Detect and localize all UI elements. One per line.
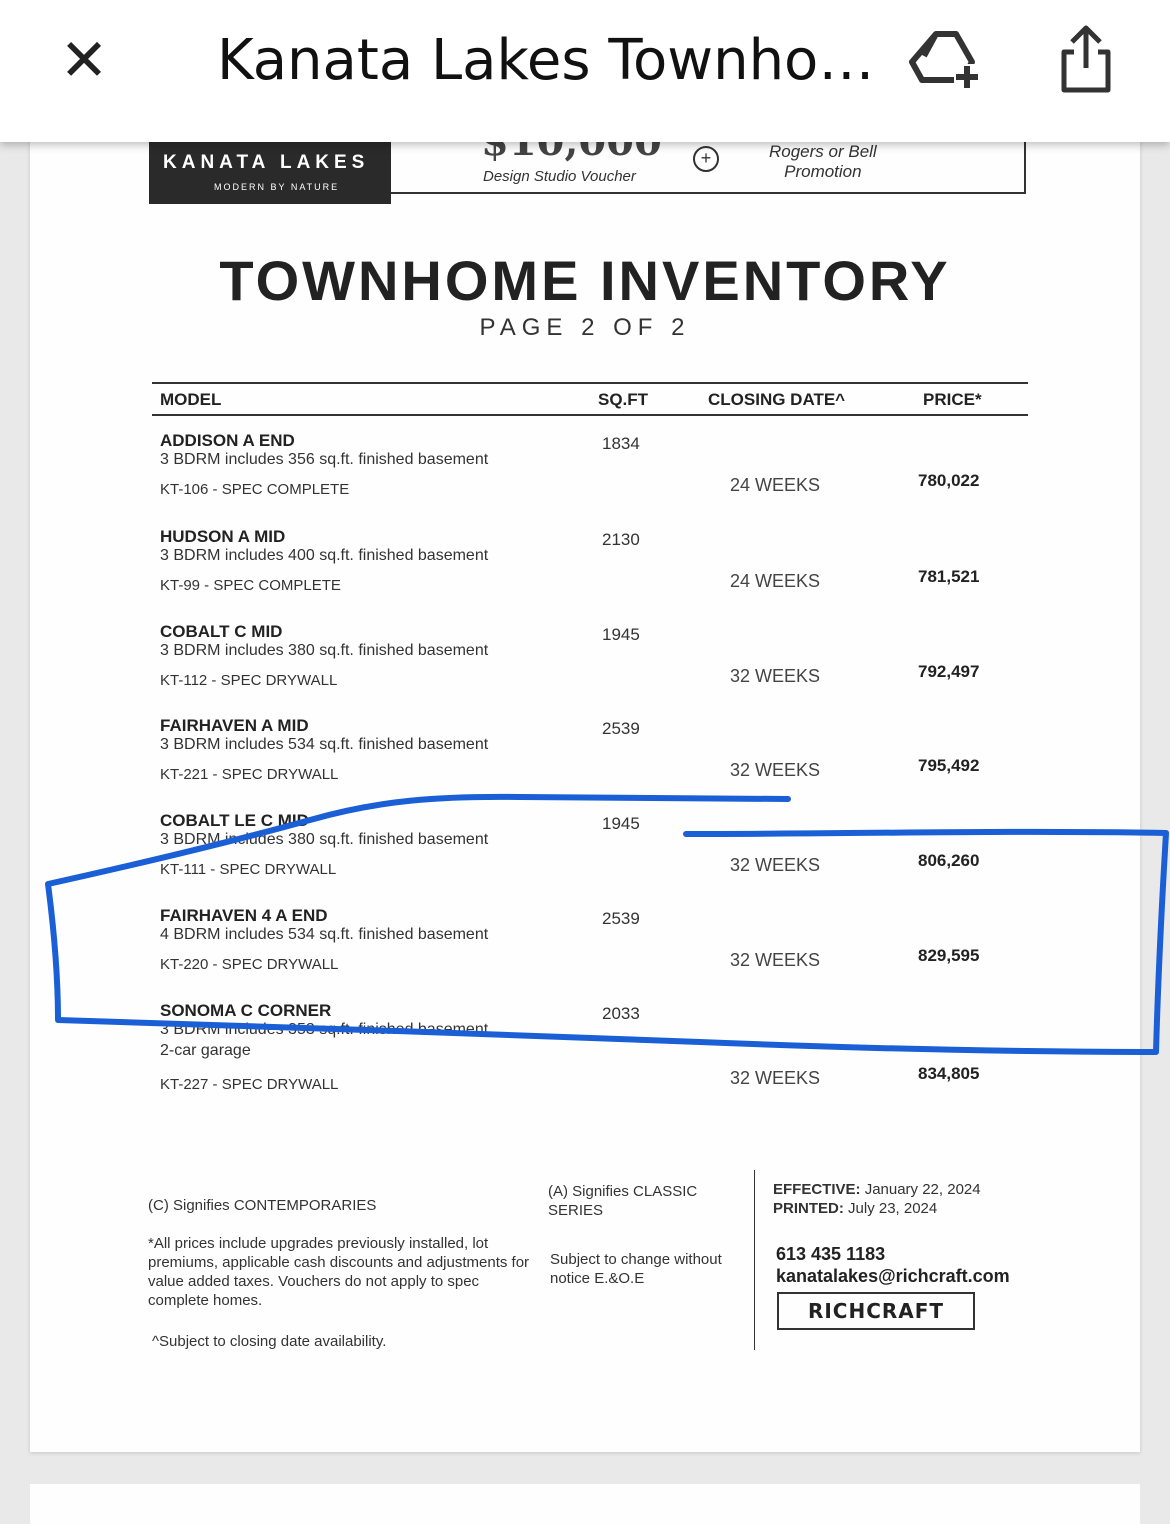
- model-description: 3 BDRM includes 380 sq.ft. finished basement: [160, 831, 489, 848]
- document-page: [30, 120, 1140, 1452]
- promo-right-line2: Promotion: [784, 162, 862, 181]
- app-header: [0, 0, 1170, 142]
- closing-value: 32 WEEKS: [730, 666, 821, 686]
- table-row: [30, 527, 1140, 619]
- phone-number: 613 435 1183: [776, 1244, 886, 1264]
- closing-value: 24 WEEKS: [730, 571, 821, 591]
- sqft-value: 2130: [602, 530, 640, 549]
- closing-value: 32 WEEKS: [730, 1068, 821, 1088]
- table-rule-top: [152, 382, 1028, 384]
- close-icon[interactable]: ✕: [59, 26, 109, 94]
- lot-code: KT-221 - SPEC DRYWALL: [160, 766, 339, 783]
- column-closing-date: CLOSING DATE^: [708, 390, 846, 409]
- prices-note: *All prices include upgrades previously installed, lot premiums, applicable cash discounts and adjustments for value added taxes. Vouchers do not apply to spec complete homes.: [148, 1235, 530, 1309]
- price-value: 781,521: [918, 567, 980, 586]
- lot-code: KT-227 - SPEC DRYWALL: [160, 1076, 339, 1093]
- plus-circle-icon: +: [693, 146, 719, 172]
- lot-code: KT-112 - SPEC DRYWALL: [160, 672, 338, 689]
- sqft-value: 2539: [602, 719, 640, 738]
- price-value: 806,260: [918, 851, 980, 870]
- subject-change-note: Subject to change without notice E.&O.E: [550, 1251, 722, 1287]
- email-address: kanatalakes@richcraft.com: [776, 1266, 1010, 1286]
- model-description: 3 BDRM includes 400 sq.ft. finished basement: [160, 547, 489, 564]
- model-description-extra: 2-car garage: [160, 1042, 251, 1059]
- effective-label: EFFECTIVE:: [773, 1181, 861, 1198]
- share-icon[interactable]: [1056, 24, 1116, 96]
- brand-name: KANATA LAKES: [163, 152, 370, 173]
- contemporaries-note: (C) Signifies CONTEMPORARIES: [148, 1197, 377, 1214]
- document-title: Kanata Lakes Townho…: [217, 28, 875, 93]
- sqft-value: 1945: [602, 625, 640, 644]
- sqft-value: 1834: [602, 434, 640, 453]
- lot-code: KT-220 - SPEC DRYWALL: [160, 956, 339, 973]
- table-row: [30, 716, 1140, 808]
- sqft-value: 2033: [602, 1004, 640, 1023]
- model-name: ADDISON A END: [160, 431, 295, 450]
- table-row: [30, 811, 1140, 903]
- model-description: 3 BDRM includes 356 sq.ft. finished basement: [160, 451, 489, 468]
- price-value: 829,595: [918, 946, 980, 965]
- column-price: PRICE*: [923, 390, 982, 409]
- promo-right: [769, 142, 877, 182]
- table-row: [30, 622, 1140, 714]
- brand-logo: [149, 140, 391, 204]
- promo-right-line1: Rogers or Bell: [769, 142, 877, 161]
- promo-banner: [391, 138, 1026, 194]
- sqft-value: 2539: [602, 909, 640, 928]
- price-value: 834,805: [918, 1064, 980, 1083]
- model-description: 3 BDRM includes 534 sq.ft. finished basement: [160, 736, 489, 753]
- footer-divider: [754, 1170, 755, 1350]
- add-to-drive-icon[interactable]: [906, 28, 980, 92]
- model-description: 3 BDRM includes 353 sq.ft. finished basement: [160, 1021, 489, 1038]
- lot-code: KT-99 - SPEC COMPLETE: [160, 577, 341, 594]
- closing-value: 32 WEEKS: [730, 950, 821, 970]
- table-rule-header: [152, 414, 1028, 416]
- model-description: 3 BDRM includes 380 sq.ft. finished basement: [160, 642, 489, 659]
- closing-value: 32 WEEKS: [730, 855, 821, 875]
- model-name: COBALT LE C MID: [160, 811, 309, 830]
- printed-value: July 23, 2024: [848, 1200, 938, 1217]
- next-page-edge: [30, 1484, 1140, 1524]
- classic-note: (A) Signifies CLASSIC SERIES: [548, 1183, 698, 1219]
- model-name: SONOMA C CORNER: [160, 1001, 332, 1020]
- table-row: [30, 431, 1140, 523]
- sqft-value: 1945: [602, 814, 640, 833]
- closing-value: 24 WEEKS: [730, 475, 821, 495]
- model-name: FAIRHAVEN A MID: [160, 716, 309, 735]
- richcraft-logo: RICHCRAFT: [777, 1292, 975, 1330]
- table-row: [30, 1001, 1140, 1111]
- price-value: 792,497: [918, 662, 980, 681]
- effective-value: January 22, 2024: [864, 1181, 981, 1198]
- model-name: COBALT C MID: [160, 622, 283, 641]
- model-name: FAIRHAVEN 4 A END: [160, 906, 328, 925]
- page-indicator: PAGE 2 OF 2: [479, 314, 691, 341]
- table-row: [30, 906, 1140, 998]
- price-value: 795,492: [918, 756, 980, 775]
- brand-tagline: MODERN BY NATURE: [214, 182, 340, 192]
- column-sqft: SQ.FT: [598, 390, 649, 409]
- effective-date: [773, 1180, 981, 1199]
- printed-label: PRINTED:: [773, 1200, 844, 1217]
- column-model: MODEL: [160, 390, 222, 409]
- printed-date: [773, 1199, 937, 1218]
- model-description: 4 BDRM includes 534 sq.ft. finished basement: [160, 926, 489, 943]
- lot-code: KT-111 - SPEC DRYWALL: [160, 861, 337, 878]
- closing-availability-note: ^Subject to closing date availability.: [152, 1333, 387, 1350]
- inventory-title: TOWNHOME INVENTORY: [219, 249, 951, 312]
- promo-voucher: Design Studio Voucher: [483, 168, 636, 185]
- closing-value: 32 WEEKS: [730, 760, 821, 780]
- model-name: HUDSON A MID: [160, 527, 286, 546]
- lot-code: KT-106 - SPEC COMPLETE: [160, 481, 350, 498]
- price-value: 780,022: [918, 471, 980, 490]
